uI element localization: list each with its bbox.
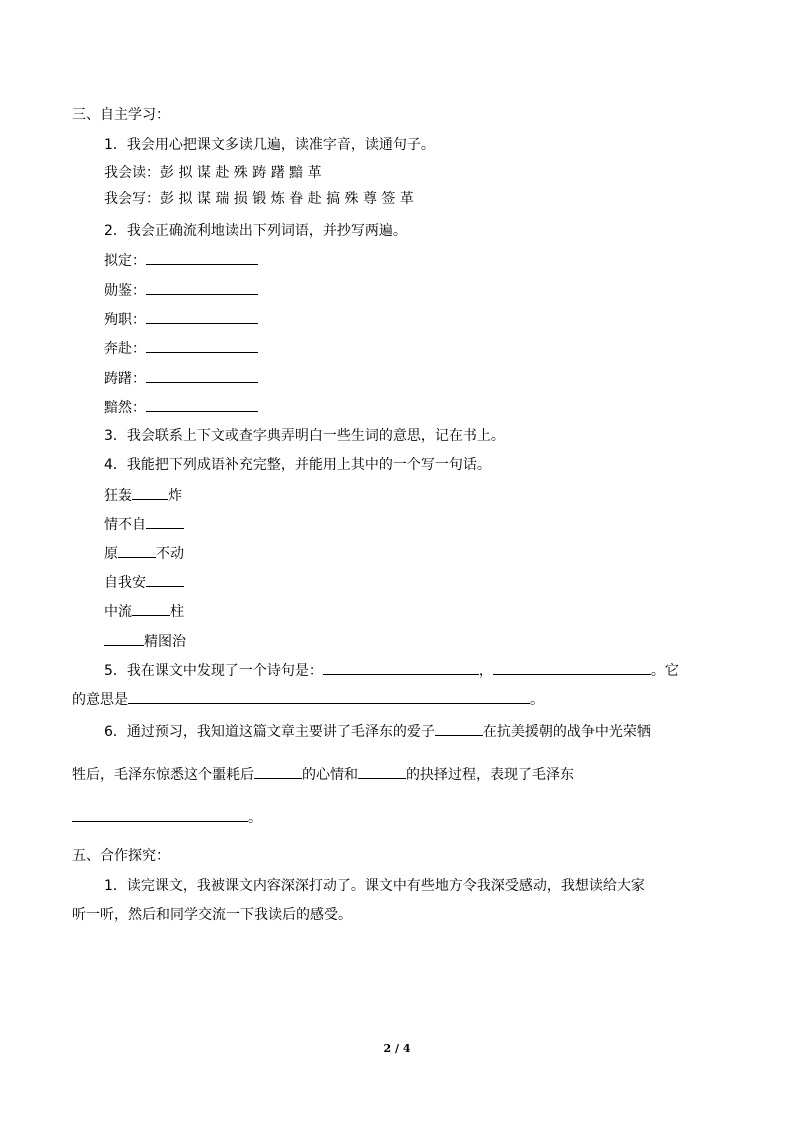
q5-text: 。它 <box>650 663 679 679</box>
idiom-item <box>104 486 182 505</box>
word-item <box>104 310 258 329</box>
question-2: 2．我会正确流利地读出下列词语，并抄写两遍。 <box>104 223 407 239</box>
word-item <box>104 281 258 300</box>
write-label: 我会写： <box>104 191 160 207</box>
question-4: 4．我能把下列成语补充完整，并能用上其中的一个写一句话。 <box>104 457 491 473</box>
word-item <box>104 398 258 417</box>
q5-text: 的意思是 <box>72 692 128 708</box>
page-number: 2 / 4 <box>383 1042 411 1055</box>
word-label: 黯然： <box>104 400 146 416</box>
question-3: 3．我会联系上下文或查字典弄明白一些生词的意思，记在书上。 <box>104 428 505 444</box>
idiom-blank[interactable] <box>132 602 170 616</box>
word-item <box>104 369 258 388</box>
idiom-text: 炸 <box>168 488 182 504</box>
idiom-text: 中流 <box>104 604 132 620</box>
write-row <box>104 190 414 208</box>
q5-text: 5．我在课文中发现了一个诗句是： <box>104 663 323 679</box>
idiom-blank[interactable] <box>132 486 168 500</box>
idiom-text: 原 <box>104 546 118 562</box>
answer-blank[interactable] <box>146 251 258 265</box>
answer-blank[interactable] <box>146 310 258 324</box>
word-label: 勋鉴： <box>104 283 146 299</box>
idiom-blank[interactable] <box>104 632 144 646</box>
q6-text: 牲后，毛泽东惊悉这个噩耗后 <box>72 767 254 783</box>
idiom-text: 情不自 <box>104 517 146 533</box>
q6-text: 6．通过预习，我知道这篇文章主要讲了毛泽东的爱子 <box>104 724 435 740</box>
q5-text: 。 <box>530 692 544 708</box>
verse-blank-1[interactable] <box>323 661 479 675</box>
idiom-text: 精图治 <box>144 634 186 650</box>
word-label: 殉职： <box>104 312 146 328</box>
q6-text: 的抉择过程，表现了毛泽东 <box>406 767 574 783</box>
read-label: 我会读： <box>104 165 160 181</box>
question-5-meaning <box>72 690 544 709</box>
read-chars: 彭 拟 谋 赴 殊 踌 躇 黯 革 <box>160 165 322 181</box>
idiom-item <box>104 632 186 651</box>
section-3-heading: 三、自主学习： <box>72 107 170 123</box>
idiom-blank[interactable] <box>146 515 184 529</box>
idiom-text: 不动 <box>156 546 184 562</box>
section-5-q1-line1: 1．读完课文，我被课文内容深深打动了。课文中有些地方令我深受感动，我想读给大家 <box>104 878 645 894</box>
q6-text: 在抗美援朝的战争中光荣牺 <box>482 724 651 740</box>
word-label: 拟定： <box>104 253 146 269</box>
section-5-heading: 五、合作探究： <box>72 848 170 864</box>
idiom-text: 柱 <box>170 604 184 620</box>
question-6-line3 <box>72 808 262 827</box>
q5-text: ， <box>478 663 493 679</box>
word-item <box>104 339 258 358</box>
section-5-q1-line2: 听一听，然后和同学交流一下我读后的感受。 <box>72 907 352 923</box>
question-6 <box>104 722 651 741</box>
q6-blank-2[interactable] <box>254 765 302 779</box>
idiom-item <box>104 515 184 534</box>
answer-blank[interactable] <box>146 339 258 353</box>
word-label: 踌躇： <box>104 371 146 387</box>
question-6-line2 <box>72 765 574 784</box>
question-1: 1．我会用心把课文多读几遍，读准字音，读通句子。 <box>104 137 435 153</box>
answer-blank[interactable] <box>146 398 258 412</box>
read-row <box>104 164 322 182</box>
idiom-text: 自我安 <box>104 575 146 591</box>
word-label: 奔赴： <box>104 341 146 357</box>
verse-blank-2[interactable] <box>493 661 651 675</box>
q6-blank-3[interactable] <box>358 765 406 779</box>
meaning-blank[interactable] <box>128 690 530 704</box>
answer-blank[interactable] <box>146 281 258 295</box>
q6-blank-4[interactable] <box>72 808 248 822</box>
idiom-text: 狂轰 <box>104 488 132 504</box>
idiom-item <box>104 602 184 621</box>
write-chars: 彭 拟 谋 瑞 损 锻 炼 眷 赴 搞 殊 尊 签 革 <box>160 191 414 207</box>
answer-blank[interactable] <box>146 369 258 383</box>
q6-blank-1[interactable] <box>435 722 483 736</box>
idiom-blank[interactable] <box>146 573 184 587</box>
idiom-item <box>104 573 184 592</box>
idiom-blank[interactable] <box>118 544 156 558</box>
question-5 <box>104 661 679 680</box>
idiom-item <box>104 544 184 563</box>
word-item <box>104 251 258 270</box>
q6-text: 。 <box>248 810 262 826</box>
q6-text: 的心情和 <box>302 767 358 783</box>
